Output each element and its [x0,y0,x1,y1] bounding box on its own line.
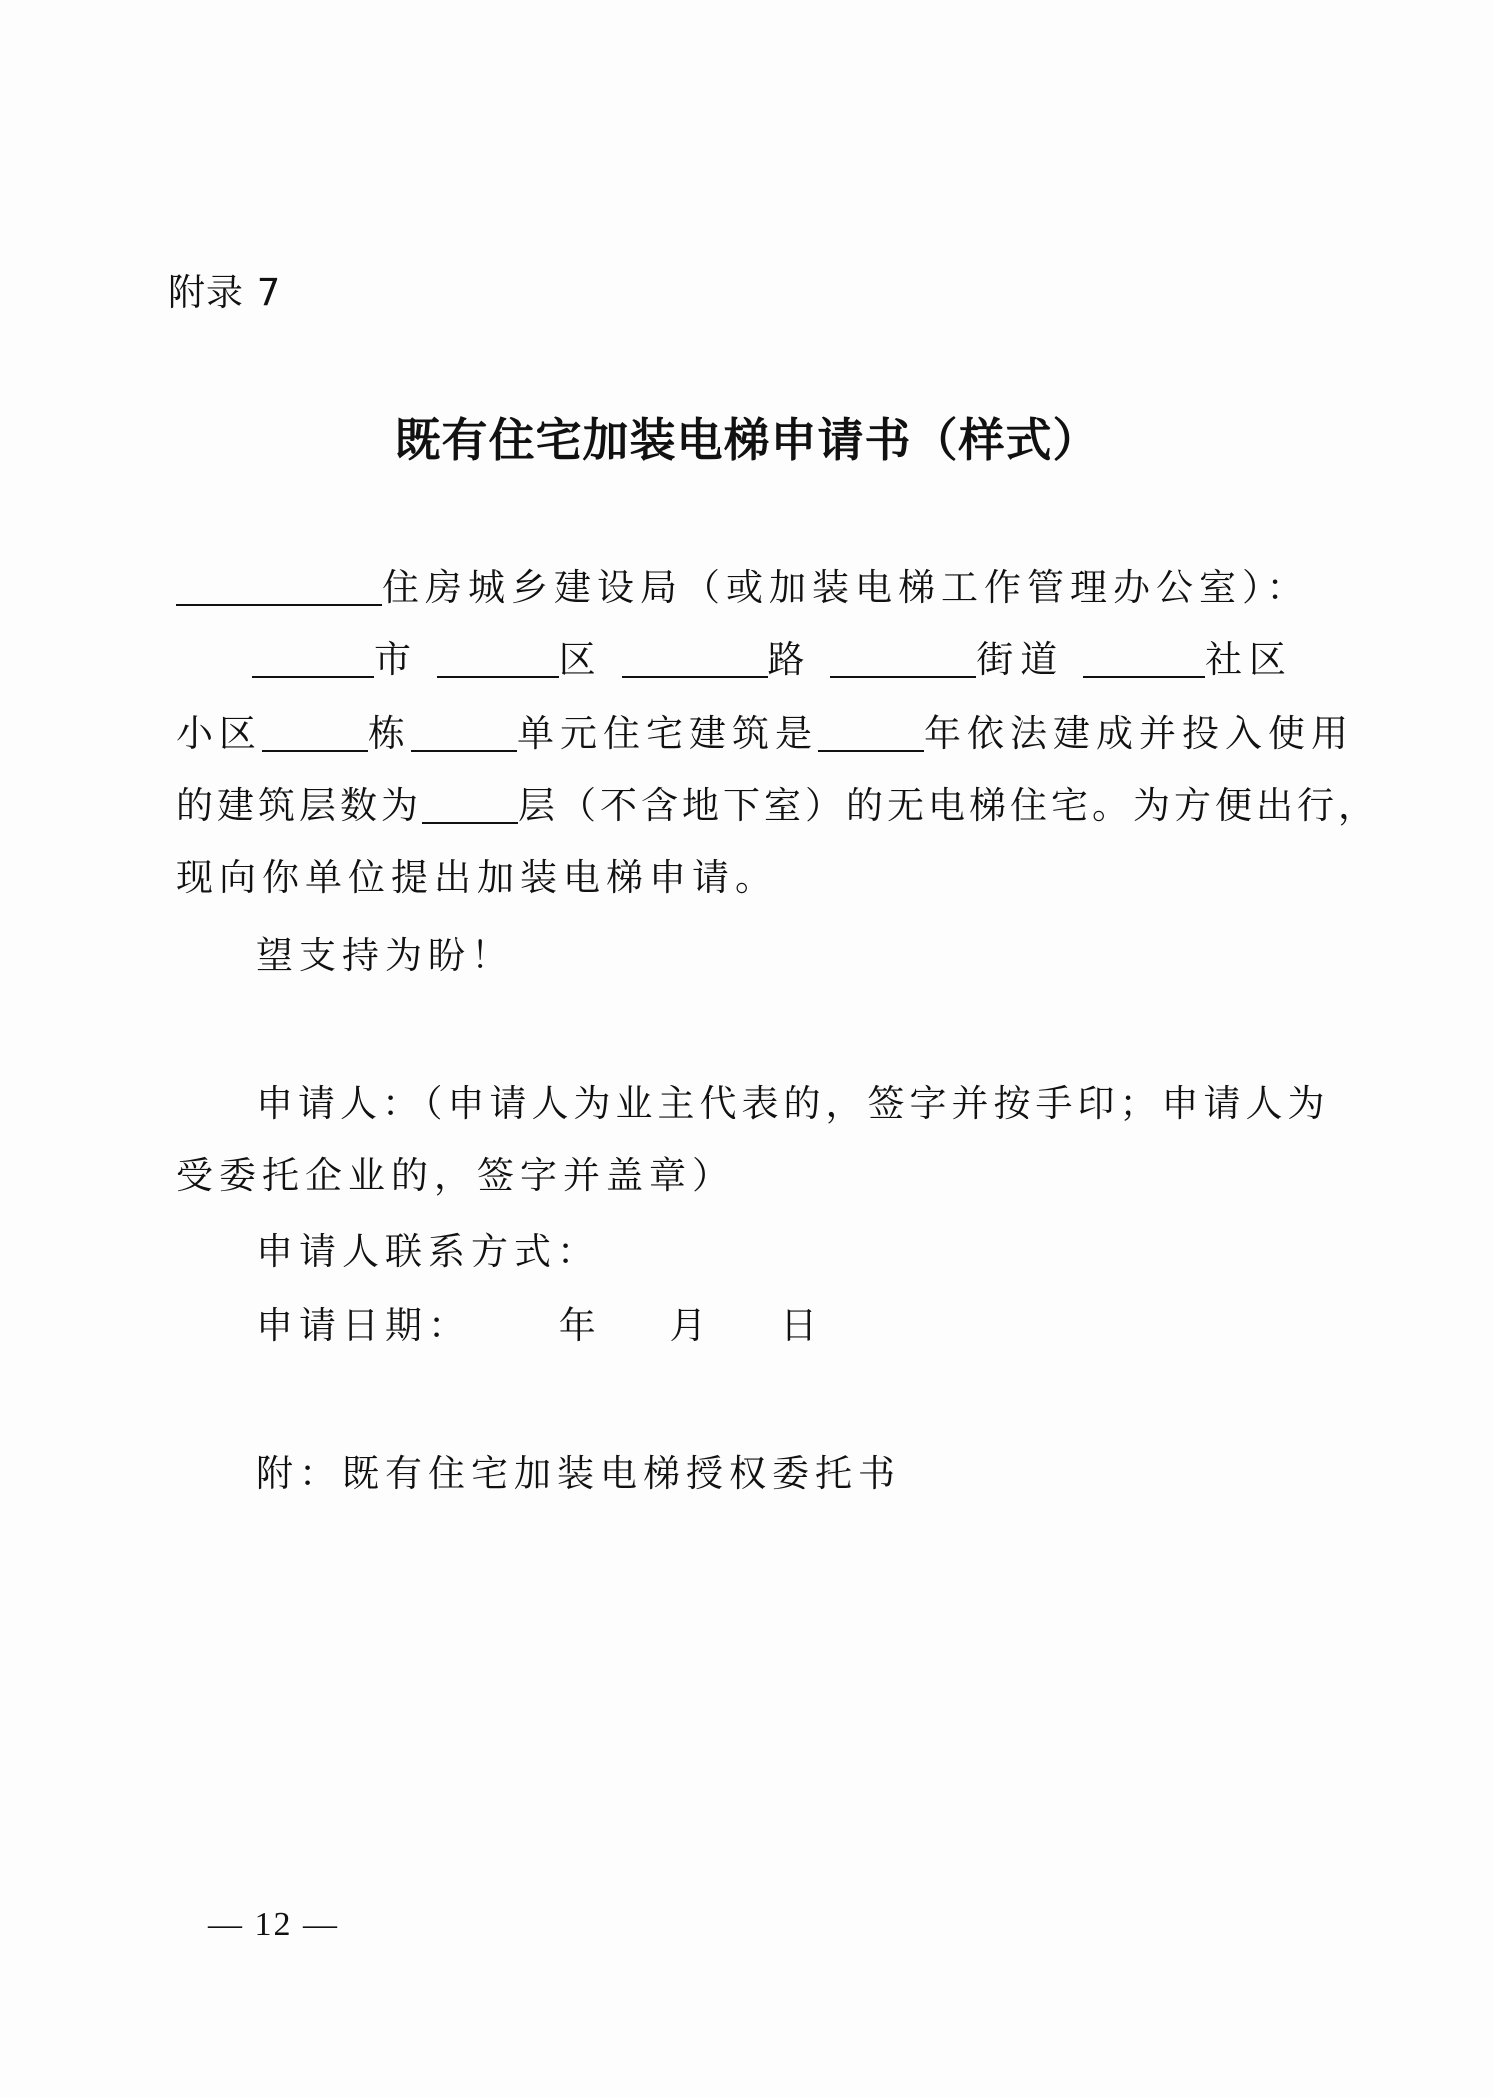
page-number: — 12 — [208,1906,339,1943]
street-label: 街道 [976,638,1065,681]
building-label: 栋 [368,712,411,755]
city-label: 市 [374,638,418,681]
building-blank[interactable] [262,710,368,752]
community-label: 社区 [1205,638,1294,681]
floors-blank[interactable] [422,782,518,824]
appendix-label: 附录 7 [168,271,282,314]
date-label: 申请日期： [256,1304,471,1347]
address-line-1 [252,636,1293,684]
street-blank[interactable] [830,636,976,678]
floors-prefix: 的建筑层数为 [176,784,422,827]
community-blank[interactable] [1083,636,1205,678]
floors-suffix: 层（不含地下室）的无电梯住宅。为方便出行， [518,784,1379,827]
date-month-label: 月 [669,1304,713,1347]
applicant-line-1: 申请人：（申请人为业主代表的，签字并按手印；申请人为 [256,1082,1330,1125]
attachment-line: 附：既有住宅加装电梯授权委托书 [256,1452,901,1495]
estate-label: 小区 [176,712,262,755]
wish-line: 望支持为盼！ [256,934,514,977]
address-line-2 [176,710,1354,758]
closing-line: 现向你单位提出加装电梯申请。 [176,856,778,899]
address-line-3 [176,782,1379,830]
city-blank[interactable] [252,636,374,678]
district-label: 区 [558,638,603,681]
recipient-suffix: 住房城乡建设局（或加装电梯工作管理办公室）： [382,566,1310,609]
unit-building-label: 单元住宅建筑是 [517,712,818,755]
recipient-line [176,564,1310,612]
recipient-blank[interactable] [176,564,382,606]
year-built-label: 年依法建成并投入使用 [924,712,1354,755]
date-year-label: 年 [558,1304,602,1347]
unit-blank[interactable] [411,710,517,752]
applicant-contact: 申请人联系方式： [256,1230,600,1273]
road-label: 路 [767,638,812,681]
road-blank[interactable] [622,636,768,678]
date-day-label: 日 [780,1304,824,1347]
application-date-line [256,1302,823,1350]
applicant-line-2: 受委托企业的，签字并盖章） [176,1154,735,1197]
document-title: 既有住宅加装电梯申请书（样式） [394,413,1100,467]
district-blank[interactable] [437,636,559,678]
year-built-blank[interactable] [818,710,924,752]
